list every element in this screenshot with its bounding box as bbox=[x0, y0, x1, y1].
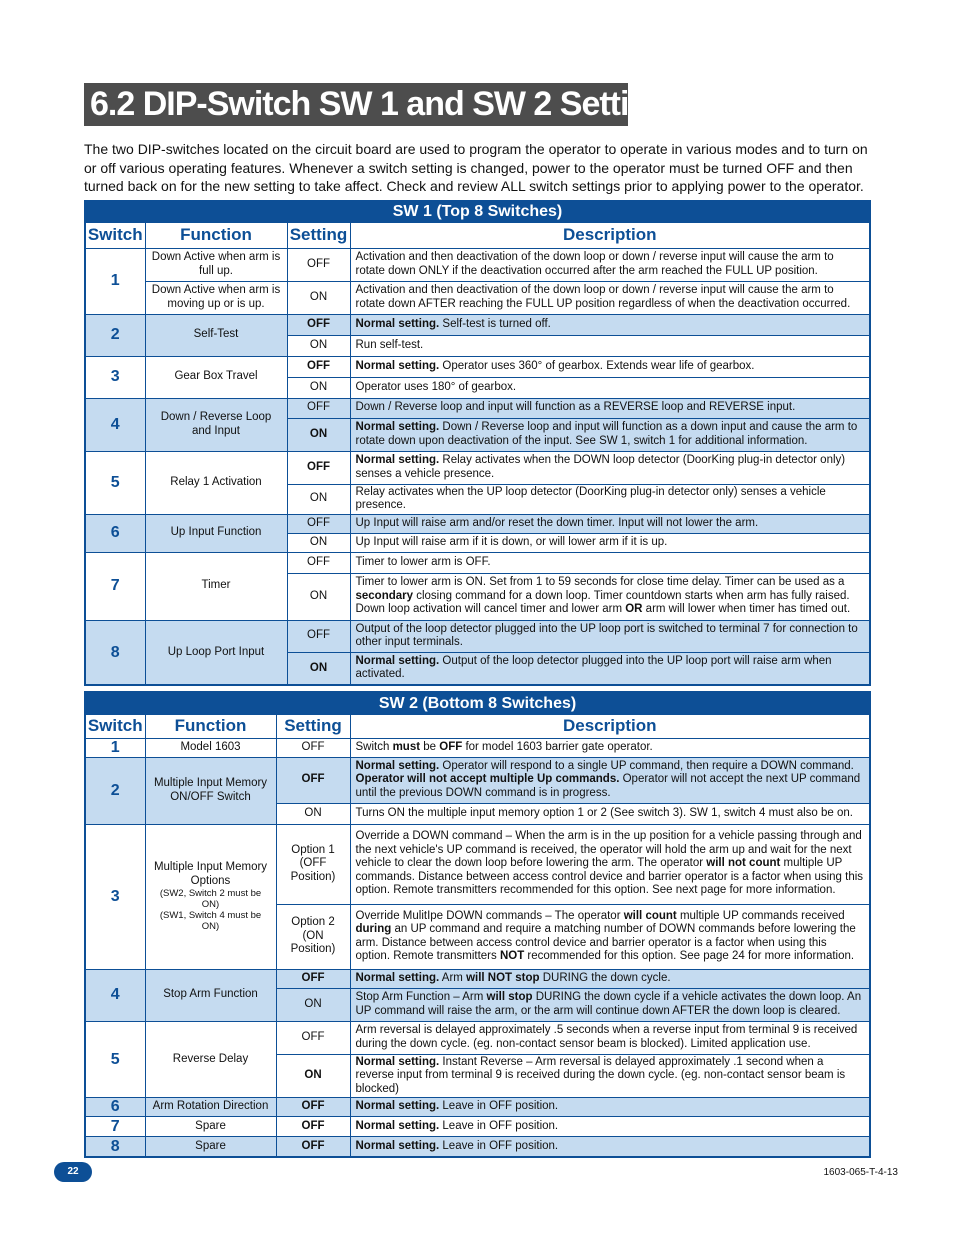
description-emphasis: secondary bbox=[355, 589, 414, 602]
setting-cell: ON bbox=[287, 573, 350, 620]
header-switch: Switch bbox=[85, 222, 145, 248]
switch-number: 6 bbox=[85, 1098, 145, 1117]
sw1-table bbox=[84, 200, 871, 686]
description-text: Timer to lower arm is ON. Set from 1 to 59 seconds for close time delay. Timer can be used as a bbox=[355, 576, 845, 589]
description-cell bbox=[350, 904, 870, 969]
description-text: arm will lower when timer has timed out. bbox=[642, 603, 851, 616]
description-emphasis: will not count bbox=[706, 857, 781, 870]
description-text: Override a DOWN command – When the arm is in the up position for a vehicle passing through and the next vehicle's UP command is received, the operator will hold the arm up and wait for the next vehicle to clear the down loop before lowering the arm. The operator bbox=[355, 830, 862, 870]
description-text: Operator will not accept the next UP command until the previous DOWN command is in progress. bbox=[355, 773, 861, 799]
switch-number: 3 bbox=[85, 356, 145, 398]
setting-cell: OFF bbox=[287, 398, 350, 418]
setting-cell: OFF bbox=[276, 1137, 350, 1157]
description-text: DURING the down cycle. bbox=[539, 971, 671, 984]
description-cell: Up Input will raise arm and/or reset the down timer. Input will not lower the arm. bbox=[350, 514, 870, 533]
setting-cell: ON bbox=[276, 1054, 350, 1098]
setting-cell: OFF bbox=[287, 620, 350, 652]
description-text: recommended for this option. See page 24 for more information. bbox=[524, 950, 855, 962]
function-cell: Gear Box Travel bbox=[145, 356, 287, 398]
description-cell: Up Input will raise arm if it is down, or will lower arm if it is up. bbox=[350, 533, 870, 552]
setting-cell: OFF bbox=[287, 356, 350, 377]
description-emphasis: OR bbox=[625, 603, 643, 616]
description-cell: Run self-test. bbox=[350, 335, 870, 356]
description-cell bbox=[350, 652, 870, 685]
function-cell: Down / Reverse Loop and Input bbox=[145, 398, 287, 451]
description-text: Output of the loop detector plugged into the UP loop port will raise arm when activated. bbox=[355, 654, 832, 681]
function-cell: Arm Rotation Direction bbox=[145, 1098, 276, 1117]
normal-setting-label: Normal setting. bbox=[355, 421, 440, 433]
switch-number: 5 bbox=[85, 1021, 145, 1098]
setting-cell: ON bbox=[276, 803, 350, 824]
description-cell: Activation and then deactivation of the down loop or down / reverse input will cause the arm to rotate down AFTER reaching the FULL UP position regardless of when the deactivation occurred. bbox=[350, 281, 870, 314]
description-emphasis: will count bbox=[623, 909, 677, 922]
normal-setting-label: Normal setting. bbox=[355, 1055, 440, 1068]
description-text: Self-test is turned off. bbox=[439, 317, 551, 330]
function-note: (SW2, Switch 2 must be ON) bbox=[159, 888, 262, 910]
setting-subtext: (ON Position) bbox=[290, 929, 336, 956]
switch-number: 1 bbox=[85, 248, 145, 314]
setting-cell bbox=[276, 904, 350, 969]
document-code: 1603-065-T-4-13 bbox=[823, 1167, 898, 1178]
setting-cell: ON bbox=[287, 377, 350, 398]
setting-cell: ON bbox=[287, 652, 350, 685]
normal-setting-label: Normal setting. bbox=[355, 317, 440, 330]
setting-cell: ON bbox=[276, 988, 350, 1021]
switch-number: 8 bbox=[85, 620, 145, 685]
function-text: Multiple Input Memory Options bbox=[153, 861, 268, 887]
function-cell bbox=[145, 824, 276, 969]
header-function: Function bbox=[145, 222, 287, 248]
description-cell bbox=[350, 1137, 870, 1157]
description-cell: Output of the loop detector plugged into the UP loop port is switched to terminal 7 for connection to other input terminals. bbox=[350, 620, 870, 652]
description-text: Switch bbox=[355, 740, 393, 753]
description-text: Stop Arm Function – Arm bbox=[355, 991, 487, 1003]
setting-cell: OFF bbox=[287, 314, 350, 335]
normal-setting-label: Normal setting. bbox=[355, 971, 440, 984]
normal-setting-label: Normal setting. bbox=[355, 1100, 440, 1113]
description-text: Leave in OFF position. bbox=[439, 1119, 559, 1132]
description-cell bbox=[350, 451, 870, 484]
setting-cell: OFF bbox=[287, 248, 350, 281]
description-cell bbox=[350, 1117, 870, 1137]
page-title: 6.2 DIP-Switch SW 1 and SW 2 Settings bbox=[84, 83, 628, 126]
sw2-table bbox=[84, 691, 871, 1158]
setting-cell: OFF bbox=[276, 1098, 350, 1117]
header-switch: Switch bbox=[85, 714, 145, 738]
sw2-band-title: SW 2 (Bottom 8 Switches) bbox=[85, 692, 870, 714]
setting-cell: ON bbox=[287, 418, 350, 451]
function-cell: Up Loop Port Input bbox=[145, 620, 287, 685]
setting-cell: ON bbox=[287, 335, 350, 356]
normal-setting-label: Normal setting. bbox=[355, 1119, 440, 1132]
header-function: Function bbox=[145, 714, 276, 738]
normal-setting-label: Normal setting. bbox=[355, 654, 440, 667]
setting-cell: OFF bbox=[276, 738, 350, 757]
setting-text: Option 1 bbox=[291, 843, 335, 856]
function-cell: Stop Arm Function bbox=[145, 969, 276, 1021]
description-cell: Activation and then deactivation of the down loop or down / reverse input will cause the arm to rotate down ONLY if the deactivation occurred after the arm reached the FULL UP position. bbox=[350, 248, 870, 281]
description-emphasis: will stop bbox=[486, 991, 533, 1003]
description-text: Override MulitIpe DOWN commands – The operator bbox=[355, 909, 624, 922]
description-text: Operator uses 360° of gearbox. Extends wear life of gearbox. bbox=[439, 359, 755, 372]
function-note: (SW1, Switch 4 must be ON) bbox=[159, 910, 262, 932]
function-cell: Relay 1 Activation bbox=[145, 451, 287, 514]
description-text: Operator will respond to a single UP command, then require a DOWN command. bbox=[439, 759, 854, 772]
setting-text: Option 2 bbox=[291, 916, 335, 929]
header-setting: Setting bbox=[287, 222, 350, 248]
description-cell bbox=[350, 314, 870, 335]
switch-number: 8 bbox=[85, 1137, 145, 1157]
description-text: DURING the down cycle if a vehicle activates the down loop. An UP command will raise the arm, or the arm will continue down AFTER the down loop is cleared. bbox=[355, 991, 862, 1017]
switch-number: 4 bbox=[85, 398, 145, 451]
description-text: Leave in OFF position. bbox=[439, 1100, 559, 1113]
function-cell: Reverse Delay bbox=[145, 1021, 276, 1098]
function-cell: Self-Test bbox=[145, 314, 287, 356]
setting-cell: OFF bbox=[276, 757, 350, 803]
description-text: Instant Reverse – Arm reversal is delayed approximately .1 second when a reverse input from terminal 9 is received during the down cycle. (eg. non-contact sensor beam is blocked) bbox=[355, 1055, 846, 1095]
function-cell: Multiple Input Memory ON/OFF Switch bbox=[145, 757, 276, 824]
normal-setting-label: Normal setting. bbox=[355, 454, 440, 466]
normal-setting-label: Normal setting. bbox=[355, 759, 440, 772]
description-text: for model 1603 barrier gate operator. bbox=[462, 740, 653, 753]
header-description: Description bbox=[350, 714, 870, 738]
setting-cell: OFF bbox=[276, 1021, 350, 1054]
description-cell bbox=[350, 1098, 870, 1117]
switch-number: 6 bbox=[85, 514, 145, 552]
description-cell bbox=[350, 738, 870, 757]
description-cell bbox=[350, 824, 870, 904]
description-cell: Operator uses 180° of gearbox. bbox=[350, 377, 870, 398]
description-emphasis: will NOT stop bbox=[466, 971, 540, 984]
description-cell: Turns ON the multiple input memory option 1 or 2 (See switch 3). SW 1, switch 4 must also be on. bbox=[350, 803, 870, 824]
function-cell: Spare bbox=[145, 1137, 276, 1157]
header-description: Description bbox=[350, 222, 870, 248]
description-cell bbox=[350, 418, 870, 451]
description-cell bbox=[350, 356, 870, 377]
description-cell: Arm reversal is delayed approximately .5 seconds when a reverse input from terminal 9 is received during the down cycle. (eg. non-contact sensor beam is blocked). Limited application use. bbox=[350, 1021, 870, 1054]
description-emphasis: OFF bbox=[439, 740, 463, 753]
switch-number: 2 bbox=[85, 757, 145, 824]
description-cell bbox=[350, 969, 870, 988]
description-text: an UP command and require a matching number of DOWN commands before lowering the arm. Distance between access control device and barrier operator is a factor when using this option. Remote transmitters bbox=[355, 923, 856, 962]
description-cell bbox=[350, 1054, 870, 1098]
function-cell: Up Input Function bbox=[145, 514, 287, 552]
function-cell: Model 1603 bbox=[145, 738, 276, 757]
normal-setting-label: Normal setting. bbox=[355, 359, 440, 372]
description-emphasis: must bbox=[392, 740, 421, 753]
description-cell bbox=[350, 757, 870, 803]
description-emphasis: NOT bbox=[499, 950, 525, 962]
description-text: Relay activates when the DOWN loop detector (DoorKing plug-in detector only) senses a vehicle presence. bbox=[355, 454, 846, 480]
intro-paragraph: The two DIP-switches located on the circuit board are used to program the operator to operate in various modes and to turn on or off various operating features. Whenever a switch setting is changed, power to the operator must be turned OFF and then turned back on for the new setting to take affect. Check and review ALL switch settings prior to applying power to the operator. bbox=[84, 141, 868, 194]
description-cell: Down / Reverse loop and input will function as a REVERSE loop and REVERSE input. bbox=[350, 398, 870, 418]
page-number: 22 bbox=[54, 1162, 92, 1182]
description-cell: Timer to lower arm is OFF. bbox=[350, 552, 870, 573]
function-cell: Down Active when arm is moving up or is up. bbox=[145, 281, 287, 314]
description-cell bbox=[350, 988, 870, 1021]
description-text: be bbox=[420, 740, 440, 753]
switch-number: 3 bbox=[85, 824, 145, 969]
description-cell: Relay activates when the UP loop detector (DoorKing plug-in detector only) senses a vehicle presence. bbox=[350, 484, 870, 514]
function-cell: Down Active when arm is full up. bbox=[145, 248, 287, 281]
description-text: Leave in OFF position. bbox=[439, 1139, 559, 1152]
setting-cell: ON bbox=[287, 281, 350, 314]
description-text: Arm bbox=[439, 971, 467, 984]
switch-number: 7 bbox=[85, 1117, 145, 1137]
setting-cell: OFF bbox=[276, 1117, 350, 1137]
switch-number: 5 bbox=[85, 451, 145, 514]
description-text: multiple UP commands. Distance between access control device and barrier operator is a factor when using this option. Remote transmitters recommended for this option. See next page for more information. bbox=[355, 857, 864, 897]
setting-cell: OFF bbox=[276, 969, 350, 988]
setting-cell: OFF bbox=[287, 552, 350, 573]
function-cell: Timer bbox=[145, 552, 287, 620]
switch-number: 4 bbox=[85, 969, 145, 1021]
description-text: closing command for a down loop. Timer countdown starts when arm has fully raised. Down loop activation will cancel timer and lower arm bbox=[355, 589, 850, 616]
header-setting: Setting bbox=[276, 714, 350, 738]
setting-cell: OFF bbox=[287, 451, 350, 484]
switch-number: 1 bbox=[85, 738, 145, 757]
sw1-band-title: SW 1 (Top 8 Switches) bbox=[85, 201, 870, 222]
switch-number: 7 bbox=[85, 552, 145, 620]
setting-subtext: (OFF Position) bbox=[290, 857, 336, 883]
description-text: Down / Reverse loop and input will function as a down input and cause the arm to rotate down upon deactivation of the input. See SW 1, switch 1 for additional information. bbox=[355, 421, 858, 447]
description-cell bbox=[350, 573, 870, 620]
setting-cell bbox=[276, 824, 350, 904]
switch-number: 2 bbox=[85, 314, 145, 356]
setting-cell: OFF bbox=[287, 514, 350, 533]
description-emphasis: Operator will not accept multiple Up commands. bbox=[355, 773, 620, 786]
function-cell: Spare bbox=[145, 1117, 276, 1137]
normal-setting-label: Normal setting. bbox=[355, 1139, 440, 1152]
setting-cell: ON bbox=[287, 484, 350, 514]
description-text: multiple UP commands received bbox=[676, 909, 845, 922]
description-emphasis: during bbox=[355, 923, 392, 935]
setting-cell: ON bbox=[287, 533, 350, 552]
